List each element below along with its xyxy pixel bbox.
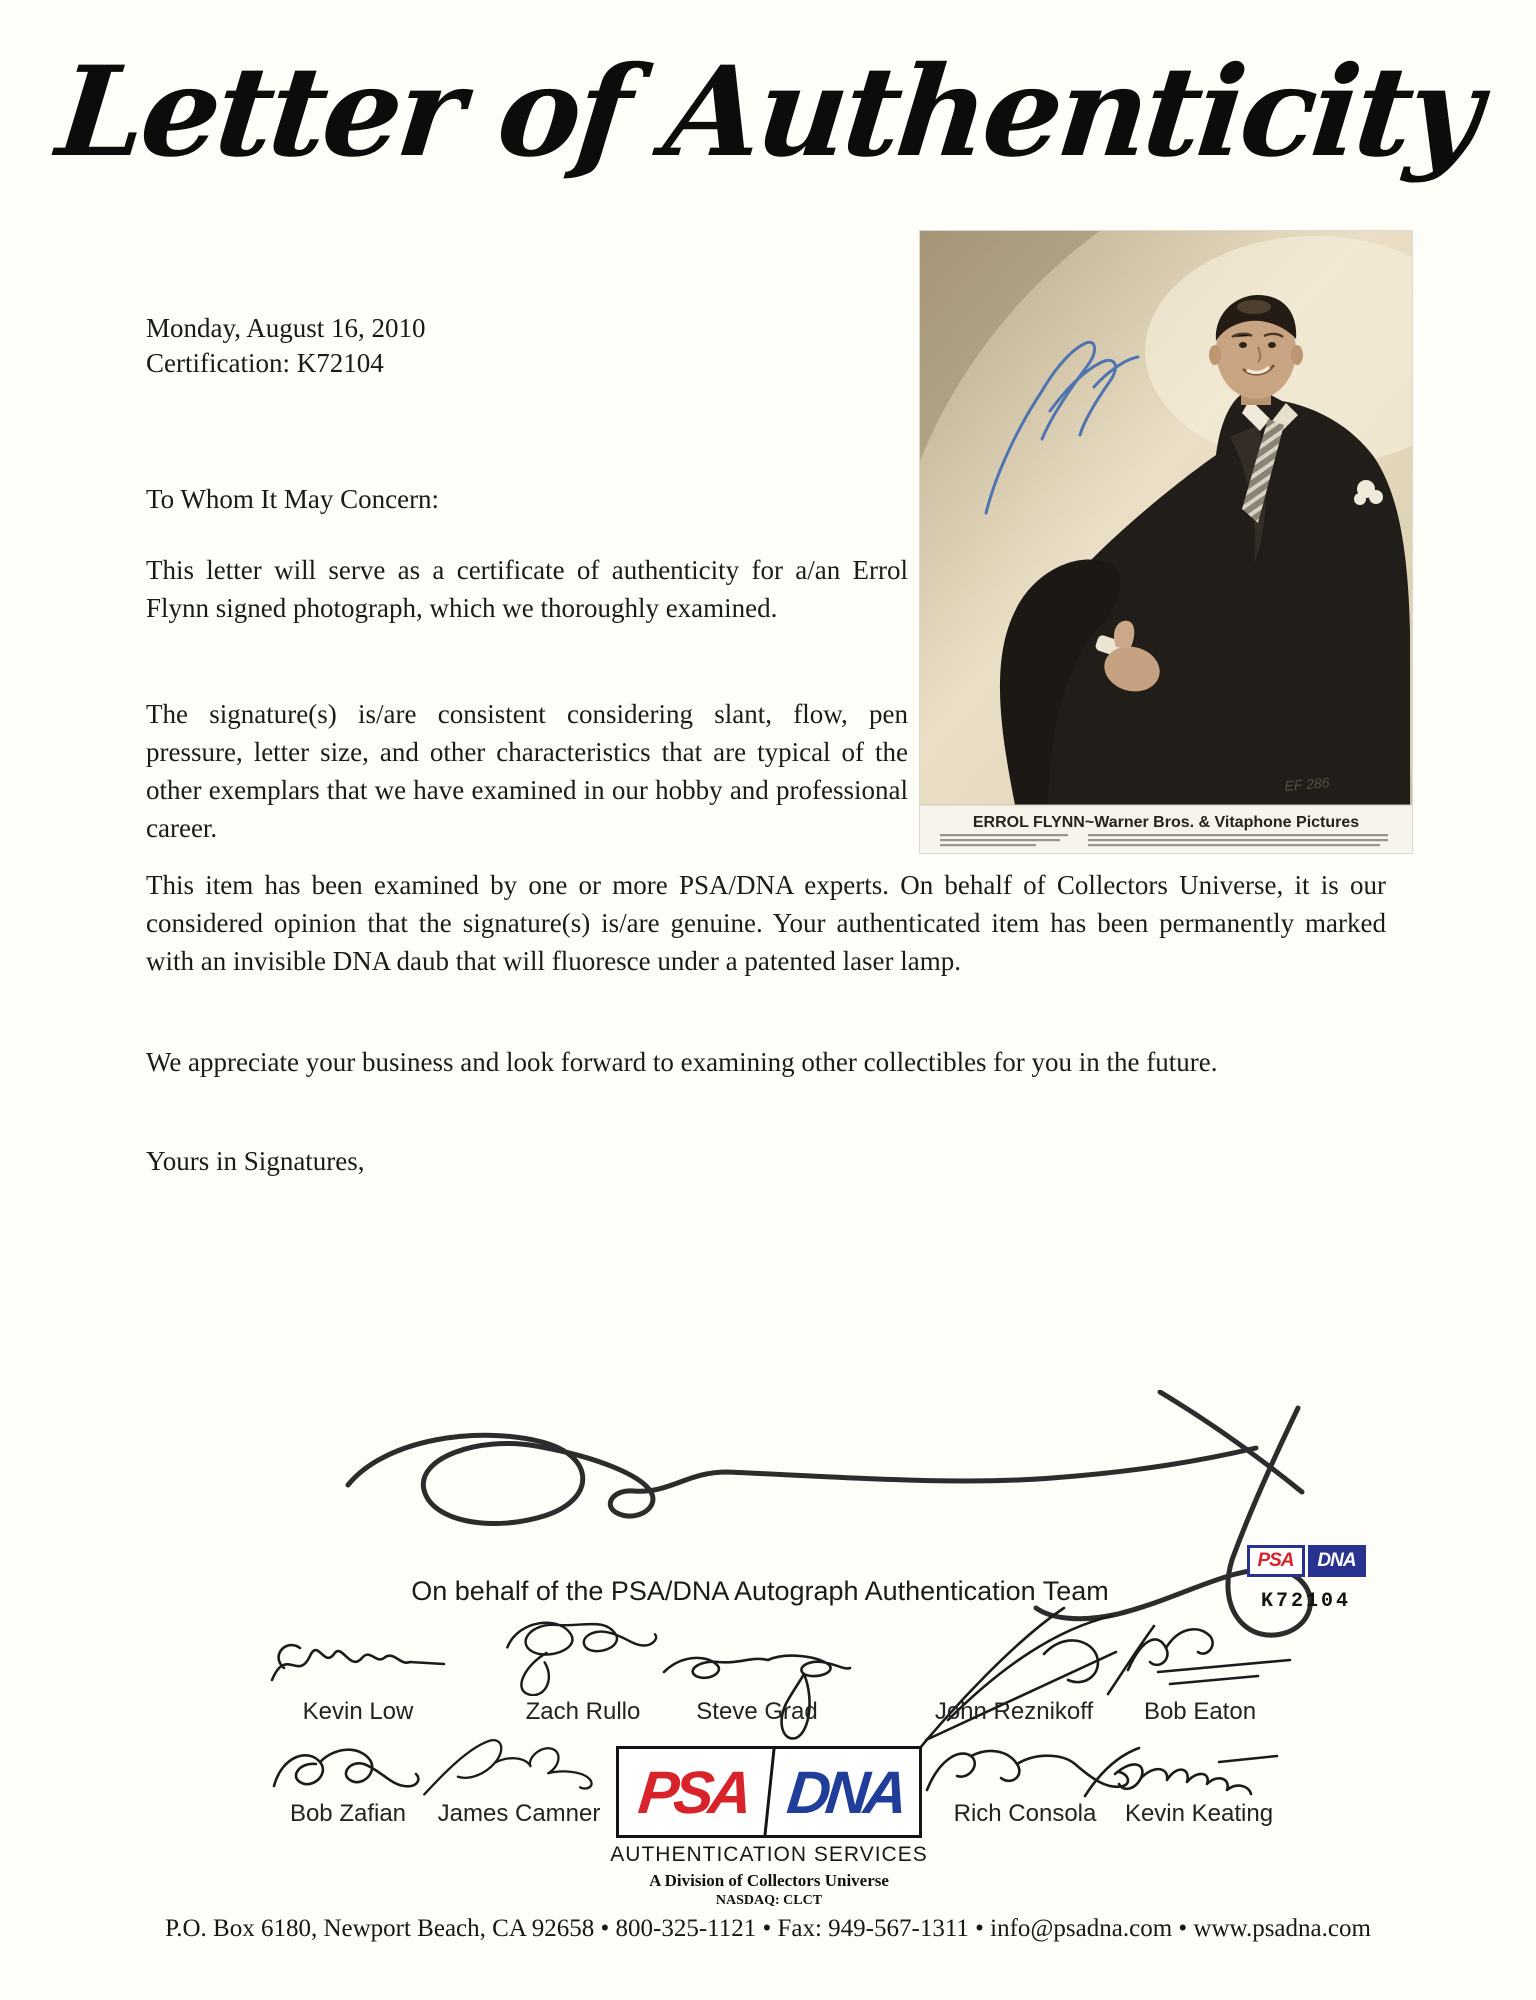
paragraph-signature-consistency: The signature(s) is/are consistent considering slant, flow, pen pressure, letter size, and other characteristics that are typical of the other exemplars that we have examined in our hobby and professional career. <box>146 699 908 843</box>
stamp-cert-number: K72104 <box>1260 1590 1351 1613</box>
signer-name: Zach Rullo <box>525 1698 641 1725</box>
signature-steve-grad <box>652 1636 862 1696</box>
stamp-dna-box: DNA <box>1308 1545 1366 1577</box>
signer-name: Kevin Low <box>302 1698 414 1725</box>
signer-name: John Reznikoff <box>934 1698 1094 1725</box>
signer-name: Rich Consola <box>953 1800 1097 1827</box>
signer-name: Bob Zafian <box>289 1800 407 1827</box>
letter-date: Monday, August 16, 2010 <box>146 313 426 343</box>
photo-caption-strip <box>920 805 1412 853</box>
logo-subtitle: AUTHENTICATION SERVICES <box>610 1843 928 1866</box>
signature-kevin-keating <box>1079 1742 1319 1798</box>
paragraph-appreciation: We appreciate your business and look forward to examining other collectibles for you in the future. <box>146 1047 1218 1077</box>
date-block <box>146 311 426 381</box>
photo-notation: EF 286 <box>1283 774 1330 794</box>
signer-name: James Camner <box>437 1800 601 1827</box>
signature-bob-eaton <box>1100 1618 1300 1696</box>
logo-dna-text: DNA <box>783 1758 906 1826</box>
footer-contact: P.O. Box 6180, Newport Beach, CA 92658 • 800-325-1121 • Fax: 949-567-1311 • info@psadna.com • www.psadna.com <box>165 1915 1371 1942</box>
salutation: To Whom It May Concern: <box>146 484 440 514</box>
signer-bob-eaton <box>1090 1616 1310 1726</box>
signer-kevin-keating <box>1089 1740 1309 1828</box>
signer-name: Kevin Keating <box>1124 1800 1274 1827</box>
stamp-psa-box: PSA <box>1247 1545 1305 1577</box>
psa-dna-stamp <box>1244 1545 1368 1613</box>
signature-kevin-low <box>258 1626 458 1696</box>
logo-psa-text: PSA <box>614 1749 775 1835</box>
page-title: Letter of Authenticity <box>51 40 1485 185</box>
signer-steve-grad <box>647 1616 867 1726</box>
authenticated-photo <box>920 231 1412 853</box>
errol-flynn-photo-graphic <box>920 231 1412 853</box>
signer-james-camner <box>409 1736 629 1828</box>
signature-james-camner <box>404 1736 634 1798</box>
logo-nasdaq-line: NASDAQ: CLCT <box>715 1893 823 1908</box>
closing-line: Yours in Signatures, <box>146 1146 365 1176</box>
signer-name: Steve Grad <box>696 1698 818 1725</box>
psa-dna-logo <box>616 1746 922 1838</box>
paragraph-certificate: This letter will serve as a certificate of authenticity for a/an Errol Flynn signed photograph, which we thoroughly examined. <box>146 555 908 623</box>
logo-division-line: A Division of Collectors Universe <box>649 1871 889 1890</box>
signer-kevin-low <box>248 1616 468 1726</box>
photo-caption-microtext <box>940 834 1388 846</box>
photo-caption: ERROL FLYNN~Warner Bros. & Vitaphone Pictures <box>972 814 1360 831</box>
signer-name: Bob Eaton <box>1143 1698 1257 1725</box>
paragraph-examined-genuine: This item has been examined by one or more PSA/DNA experts. On behalf of Collectors Universe, it is our considered opinion that the signature(s) is/are genuine. Your authenticated item has been permanently marked with an invisible DNA daub that will fluoresce under a patented laser lamp. <box>146 870 1386 976</box>
certification-number: Certification: K72104 <box>146 348 384 378</box>
team-line: On behalf of the PSA/DNA Autograph Authentication Team <box>411 1576 1109 1606</box>
